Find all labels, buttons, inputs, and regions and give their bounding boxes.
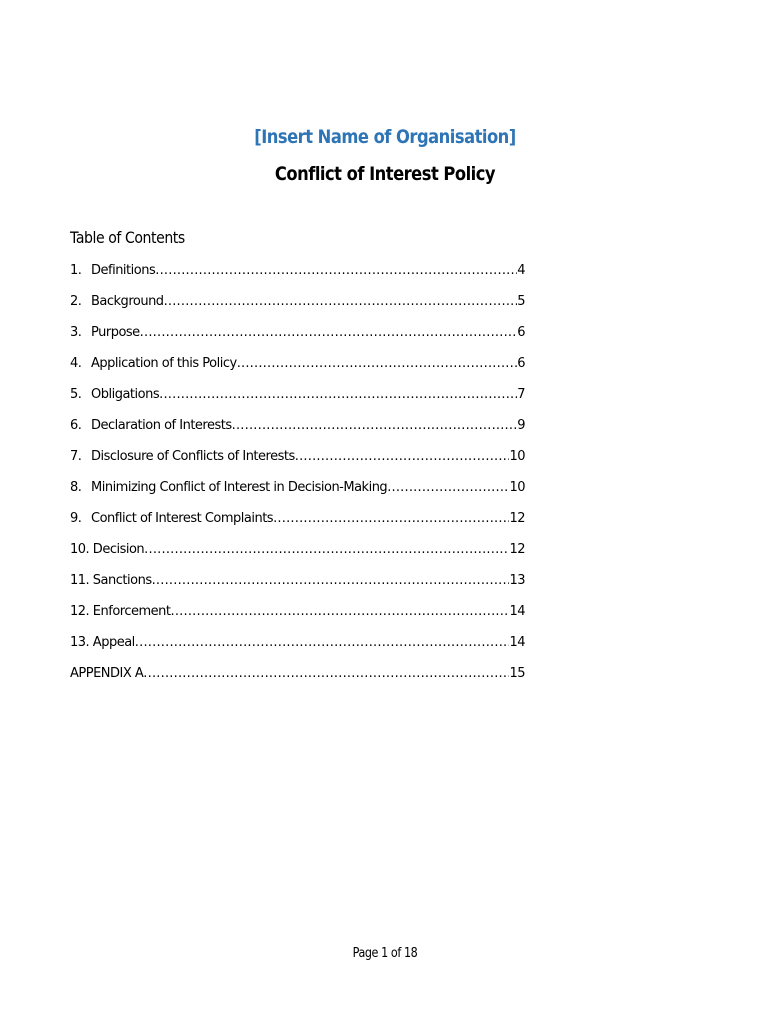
document-title: Conflict of Interest Policy [274,163,496,185]
toc-entry-label: Definitions [91,263,156,278]
dot-leader [273,509,509,529]
toc-entry-disclosure[interactable] [70,447,525,478]
toc-entry-number: 4. [70,356,82,371]
toc-entry-number: 6. [70,418,82,433]
toc-entry-application[interactable] [70,354,525,385]
toc-entry-page: 12 [509,542,525,557]
toc-entry-label: 13. Appeal [70,635,135,650]
toc-entry-number: 8. [70,480,82,495]
dot-leader [135,633,510,653]
dot-leader [164,292,518,312]
dot-leader [387,478,509,498]
dot-leader [237,354,518,374]
dot-leader [144,540,509,560]
toc-entry-label: APPENDIX A [70,666,144,681]
toc-entry-declaration[interactable] [70,416,525,447]
dot-leader [159,385,517,405]
toc-entry-number: 7. [70,449,82,464]
toc-entry-label: Purpose [91,325,140,340]
page-number-footer: Page 1 of 18 [352,946,418,961]
dot-leader [171,602,510,622]
toc-entry-number: 5. [70,387,82,402]
toc-entry-complaints[interactable] [70,509,525,540]
toc-entry-label: 12. Enforcement [70,604,171,619]
toc-entry-appendix-a[interactable] [70,664,525,695]
toc-entry-page: 4 [517,263,525,278]
toc-entry-page: 14 [509,604,525,619]
toc-entry-background[interactable] [70,292,525,323]
toc-entry-page: 7 [517,387,525,402]
toc-entry-enforcement[interactable] [70,602,525,633]
toc-entry-appeal[interactable] [70,633,525,664]
dot-leader [143,664,509,684]
toc-heading: Table of Contents [70,228,185,247]
toc-entry-label: Application of this Policy [91,356,237,371]
toc-entry-page: 10 [509,480,525,495]
toc-entry-page: 14 [509,635,525,650]
toc-entry-minimizing[interactable] [70,478,525,509]
toc-entry-purpose[interactable] [70,323,525,354]
dot-leader [140,323,518,343]
dot-leader [155,261,517,281]
toc-entry-obligations[interactable] [70,385,525,416]
toc-entry-page: 13 [509,573,525,588]
dot-leader [152,571,510,591]
toc-entry-label: 11. Sanctions [70,573,152,588]
dot-leader [232,416,518,436]
toc-entry-decision[interactable] [70,540,525,571]
toc-entry-page: 6 [517,356,525,371]
dot-leader [295,447,510,467]
toc-entry-page: 6 [517,325,525,340]
toc-entry-label: Minimizing Conflict of Interest in Decision-Making [91,480,388,495]
toc-entry-label: Disclosure of Conflicts of Interests [91,449,295,464]
toc-entry-page: 10 [509,449,525,464]
toc-entry-definitions[interactable] [70,261,525,292]
toc-entry-page: 12 [509,511,525,526]
toc-entry-number: 9. [70,511,82,526]
toc-entry-number: 3. [70,325,82,340]
toc-entry-label: 10. Decision [70,542,145,557]
toc-entry-page: 9 [517,418,525,433]
toc-entry-page: 15 [509,666,525,681]
toc-entry-number: 2. [70,294,82,309]
toc-entry-label: Declaration of Interests [91,418,232,433]
table-of-contents [70,261,525,695]
organisation-name-placeholder: [Insert Name of Organisation] [254,126,516,148]
toc-entry-label: Obligations [91,387,160,402]
toc-entry-page: 5 [517,294,525,309]
toc-entry-label: Background [91,294,164,309]
toc-entry-number: 1. [70,263,82,278]
toc-entry-label: Conflict of Interest Complaints [91,511,274,526]
toc-entry-sanctions[interactable] [70,571,525,602]
